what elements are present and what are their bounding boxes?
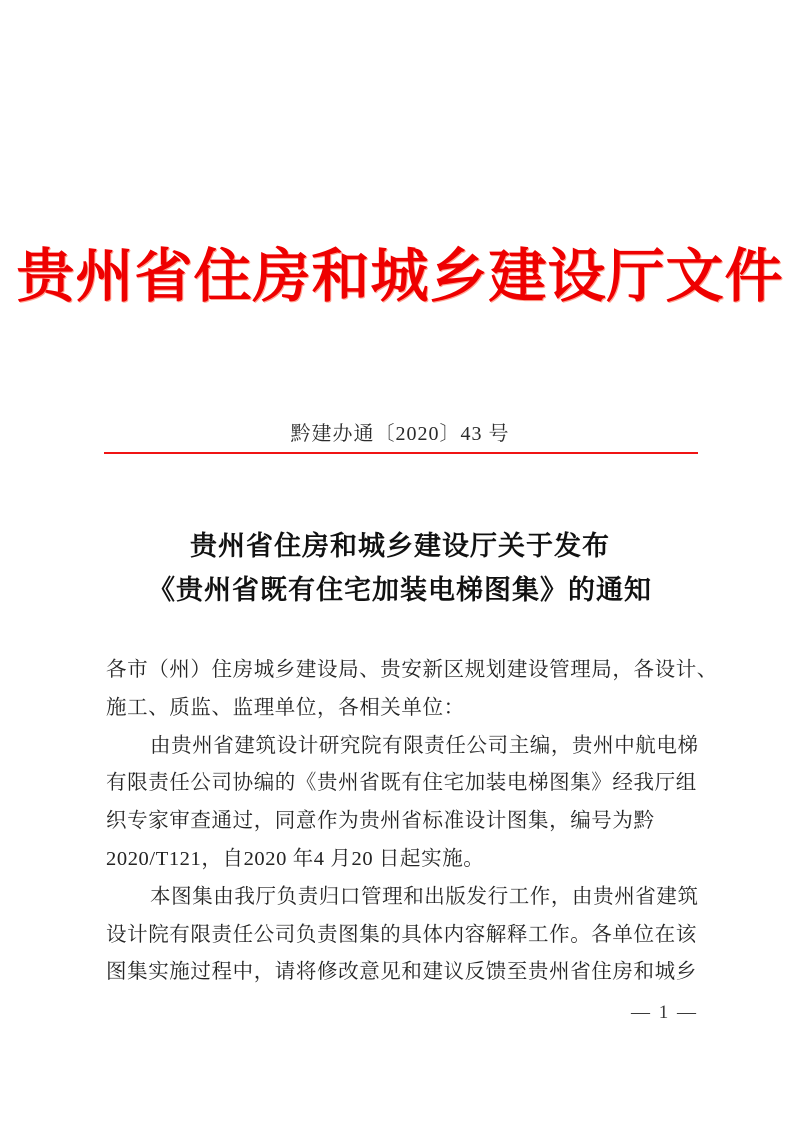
- body-line: 2020/T121，自2020 年4 月20 日起实施。: [106, 847, 485, 870]
- page-number: — 1 —: [631, 1002, 698, 1023]
- body-line: 各市（州）住房城乡建设局、贵安新区规划建设管理局，各设计、: [106, 659, 718, 681]
- red-separator-rule: [104, 452, 698, 454]
- body-line: 本图集由我厅负责归口管理和出版发行工作，由贵州省建筑: [150, 885, 699, 908]
- document-title-line-1: 贵州省住房和城乡建设厅关于发布: [190, 531, 610, 561]
- body-line: 由贵州省建筑设计研究院有限责任公司主编，贵州中航电梯: [150, 734, 699, 757]
- masthead: [0, 244, 800, 309]
- body-line: 织专家审查通过，同意作为贵州省标准设计图集，编号为黔: [106, 810, 655, 833]
- document-title-line-2: 《贵州省既有住宅加装电梯图集》的通知: [148, 575, 652, 605]
- document-body: [106, 652, 718, 992]
- body-line: 图集实施过程中，请将修改意见和建议反馈至贵州省住房和城乡: [106, 961, 697, 984]
- document-serial-number: 黔建办通〔2020〕43 号: [290, 423, 510, 445]
- issuing-agency-title: 贵州省住房和城乡建设厅文件: [16, 244, 784, 309]
- body-line: 施工、质监、监理单位，各相关单位：: [106, 696, 465, 719]
- body-line: 设计院有限责任公司负责图集的具体内容解释工作。各单位在该: [106, 923, 697, 946]
- document-title: [0, 524, 800, 612]
- body-line: 有限责任公司协编的《贵州省既有住宅加装电梯图集》经我厅组: [106, 772, 697, 795]
